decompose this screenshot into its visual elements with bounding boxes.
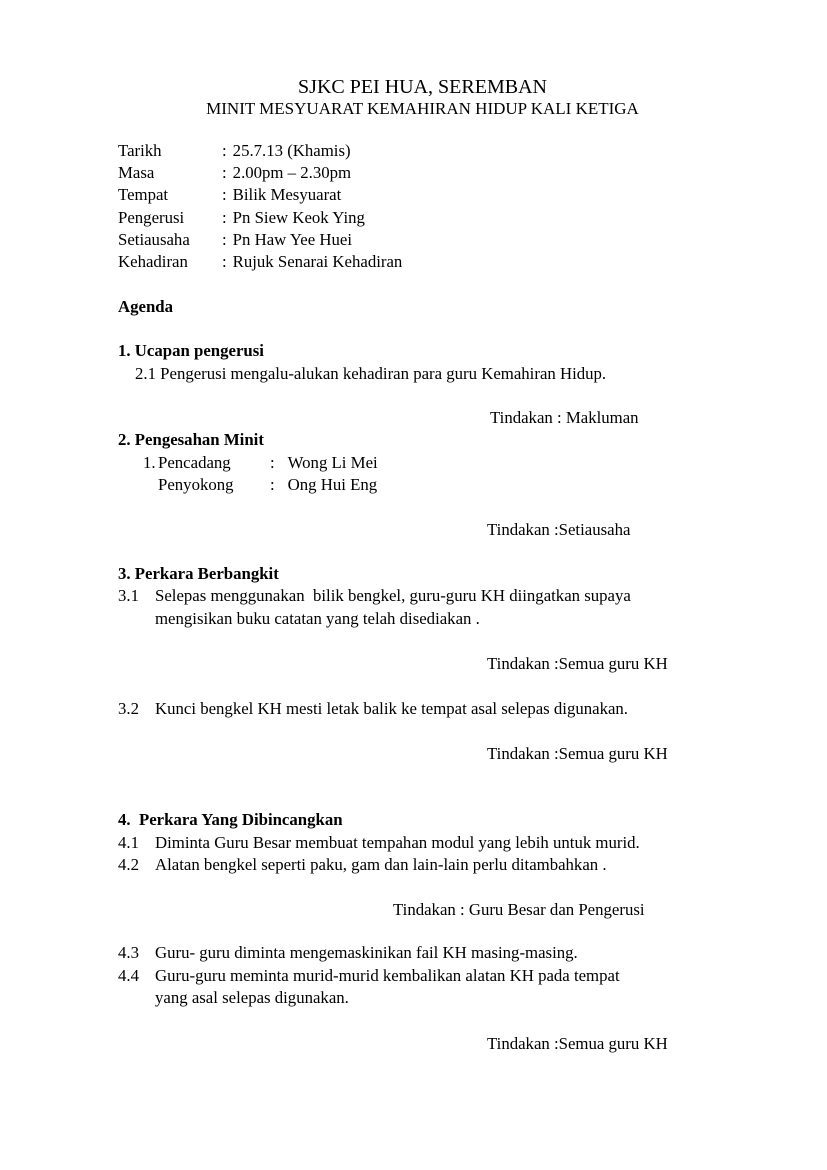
item-4-4-text: Guru-guru meminta murid-murid kembalikan alatan KH pada tempat bbox=[155, 966, 620, 985]
item-4-3-text: Guru- guru diminta mengemaskinikan fail KH masing-masing. bbox=[155, 943, 578, 962]
item-3-1-text: Selepas menggunakan bilik bengkel, guru-guru KH diingatkan supaya bbox=[155, 586, 631, 605]
meta-label-tarikh: Tarikh bbox=[118, 141, 162, 160]
item-4-2 bbox=[118, 854, 607, 876]
proposer-label: Pencadang bbox=[158, 453, 231, 472]
tindakan-semua-guru-kh-2: Tindakan :Semua guru KH bbox=[487, 744, 668, 763]
colon-separator: : bbox=[222, 252, 227, 271]
meta-row-tarikh bbox=[118, 140, 351, 162]
seconder-name: Ong Hui Eng bbox=[287, 475, 378, 494]
item-4-1-number: 4.1 bbox=[118, 833, 139, 852]
item-4-4 bbox=[118, 965, 620, 987]
item-3-2-text: Kunci bengkel KH mesti letak balik ke tempat asal selepas digunakan. bbox=[155, 699, 628, 718]
agenda-item-2-1: 2.1 Pengerusi mengalu-alukan kehadiran para guru Kemahiran Hidup. bbox=[135, 364, 607, 383]
tindakan-semua-guru-kh-1: Tindakan :Semua guru KH bbox=[487, 654, 668, 673]
item-4-1 bbox=[118, 832, 640, 854]
section-3-heading: 3. Perkara Berbangkit bbox=[118, 564, 279, 583]
meta-row-kehadiran bbox=[118, 251, 402, 273]
meta-label-setiausaha: Setiausaha bbox=[118, 230, 190, 249]
meta-label-tempat: Tempat bbox=[118, 185, 169, 204]
meta-value-masa: 2.00pm – 2.30pm bbox=[232, 163, 352, 182]
meta-label-masa: Masa bbox=[118, 163, 155, 182]
section-2-heading: 2. Pengesahan Minit bbox=[118, 430, 264, 449]
item-3-2 bbox=[118, 698, 628, 720]
tindakan-makluman: Tindakan : Makluman bbox=[490, 408, 639, 427]
seconder-row bbox=[158, 474, 377, 496]
colon-separator: : bbox=[222, 163, 227, 182]
item-4-4-text-wrap: yang asal selepas digunakan. bbox=[155, 988, 349, 1007]
section-4-heading: 4. Perkara Yang Dibincangkan bbox=[118, 810, 343, 829]
meta-row-tempat bbox=[118, 184, 341, 206]
proposer-number: 1. bbox=[143, 453, 156, 472]
tindakan-guru-besar-pengerusi: Tindakan : Guru Besar dan Pengerusi bbox=[393, 900, 645, 919]
item-3-1-number: 3.1 bbox=[118, 586, 139, 605]
tindakan-setiausaha: Tindakan :Setiausaha bbox=[487, 520, 631, 539]
colon-separator: : bbox=[222, 208, 227, 227]
meta-label-kehadiran: Kehadiran bbox=[118, 252, 188, 271]
proposer-name: Wong Li Mei bbox=[287, 453, 378, 472]
meta-label-pengerusi: Pengerusi bbox=[118, 208, 185, 227]
section-1-heading: 1. Ucapan pengerusi bbox=[118, 341, 264, 360]
proposer-row bbox=[143, 452, 378, 474]
tindakan-semua-guru-kh-3: Tindakan :Semua guru KH bbox=[487, 1034, 668, 1053]
item-3-1-text-wrap: mengisikan buku catatan yang telah disediakan . bbox=[155, 609, 480, 628]
meta-row-masa bbox=[118, 162, 351, 184]
item-4-4-number: 4.4 bbox=[118, 966, 139, 985]
item-3-2-number: 3.2 bbox=[118, 699, 139, 718]
item-4-2-text: Alatan bengkel seperti paku, gam dan lain-lain perlu ditambahkan . bbox=[155, 855, 607, 874]
agenda-heading: Agenda bbox=[118, 297, 174, 316]
meta-row-setiausaha bbox=[118, 229, 352, 251]
colon-separator: : bbox=[222, 230, 227, 249]
meta-value-tarikh: 25.7.13 (Khamis) bbox=[232, 141, 351, 160]
colon-separator: : bbox=[222, 185, 227, 204]
school-name: SJKC PEI HUA, SEREMBAN bbox=[298, 76, 547, 98]
meta-value-setiausaha: Pn Haw Yee Huei bbox=[232, 230, 352, 249]
meeting-title: MINIT MESYUARAT KEMAHIRAN HIDUP KALI KETIGA bbox=[206, 99, 639, 118]
meta-value-kehadiran: Rujuk Senarai Kehadiran bbox=[232, 252, 403, 271]
meta-row-pengerusi bbox=[118, 207, 365, 229]
item-4-3 bbox=[118, 942, 578, 964]
meta-value-tempat: Bilik Mesyuarat bbox=[232, 185, 342, 204]
colon-separator: : bbox=[270, 475, 275, 494]
seconder-label: Penyokong bbox=[158, 475, 234, 494]
item-4-1-text: Diminta Guru Besar membuat tempahan modul yang lebih untuk murid. bbox=[155, 833, 640, 852]
colon-separator: : bbox=[222, 141, 227, 160]
item-3-1 bbox=[118, 585, 631, 607]
item-4-3-number: 4.3 bbox=[118, 943, 139, 962]
colon-separator: : bbox=[270, 453, 275, 472]
meta-value-pengerusi: Pn Siew Keok Ying bbox=[232, 208, 365, 227]
item-4-2-number: 4.2 bbox=[118, 855, 139, 874]
